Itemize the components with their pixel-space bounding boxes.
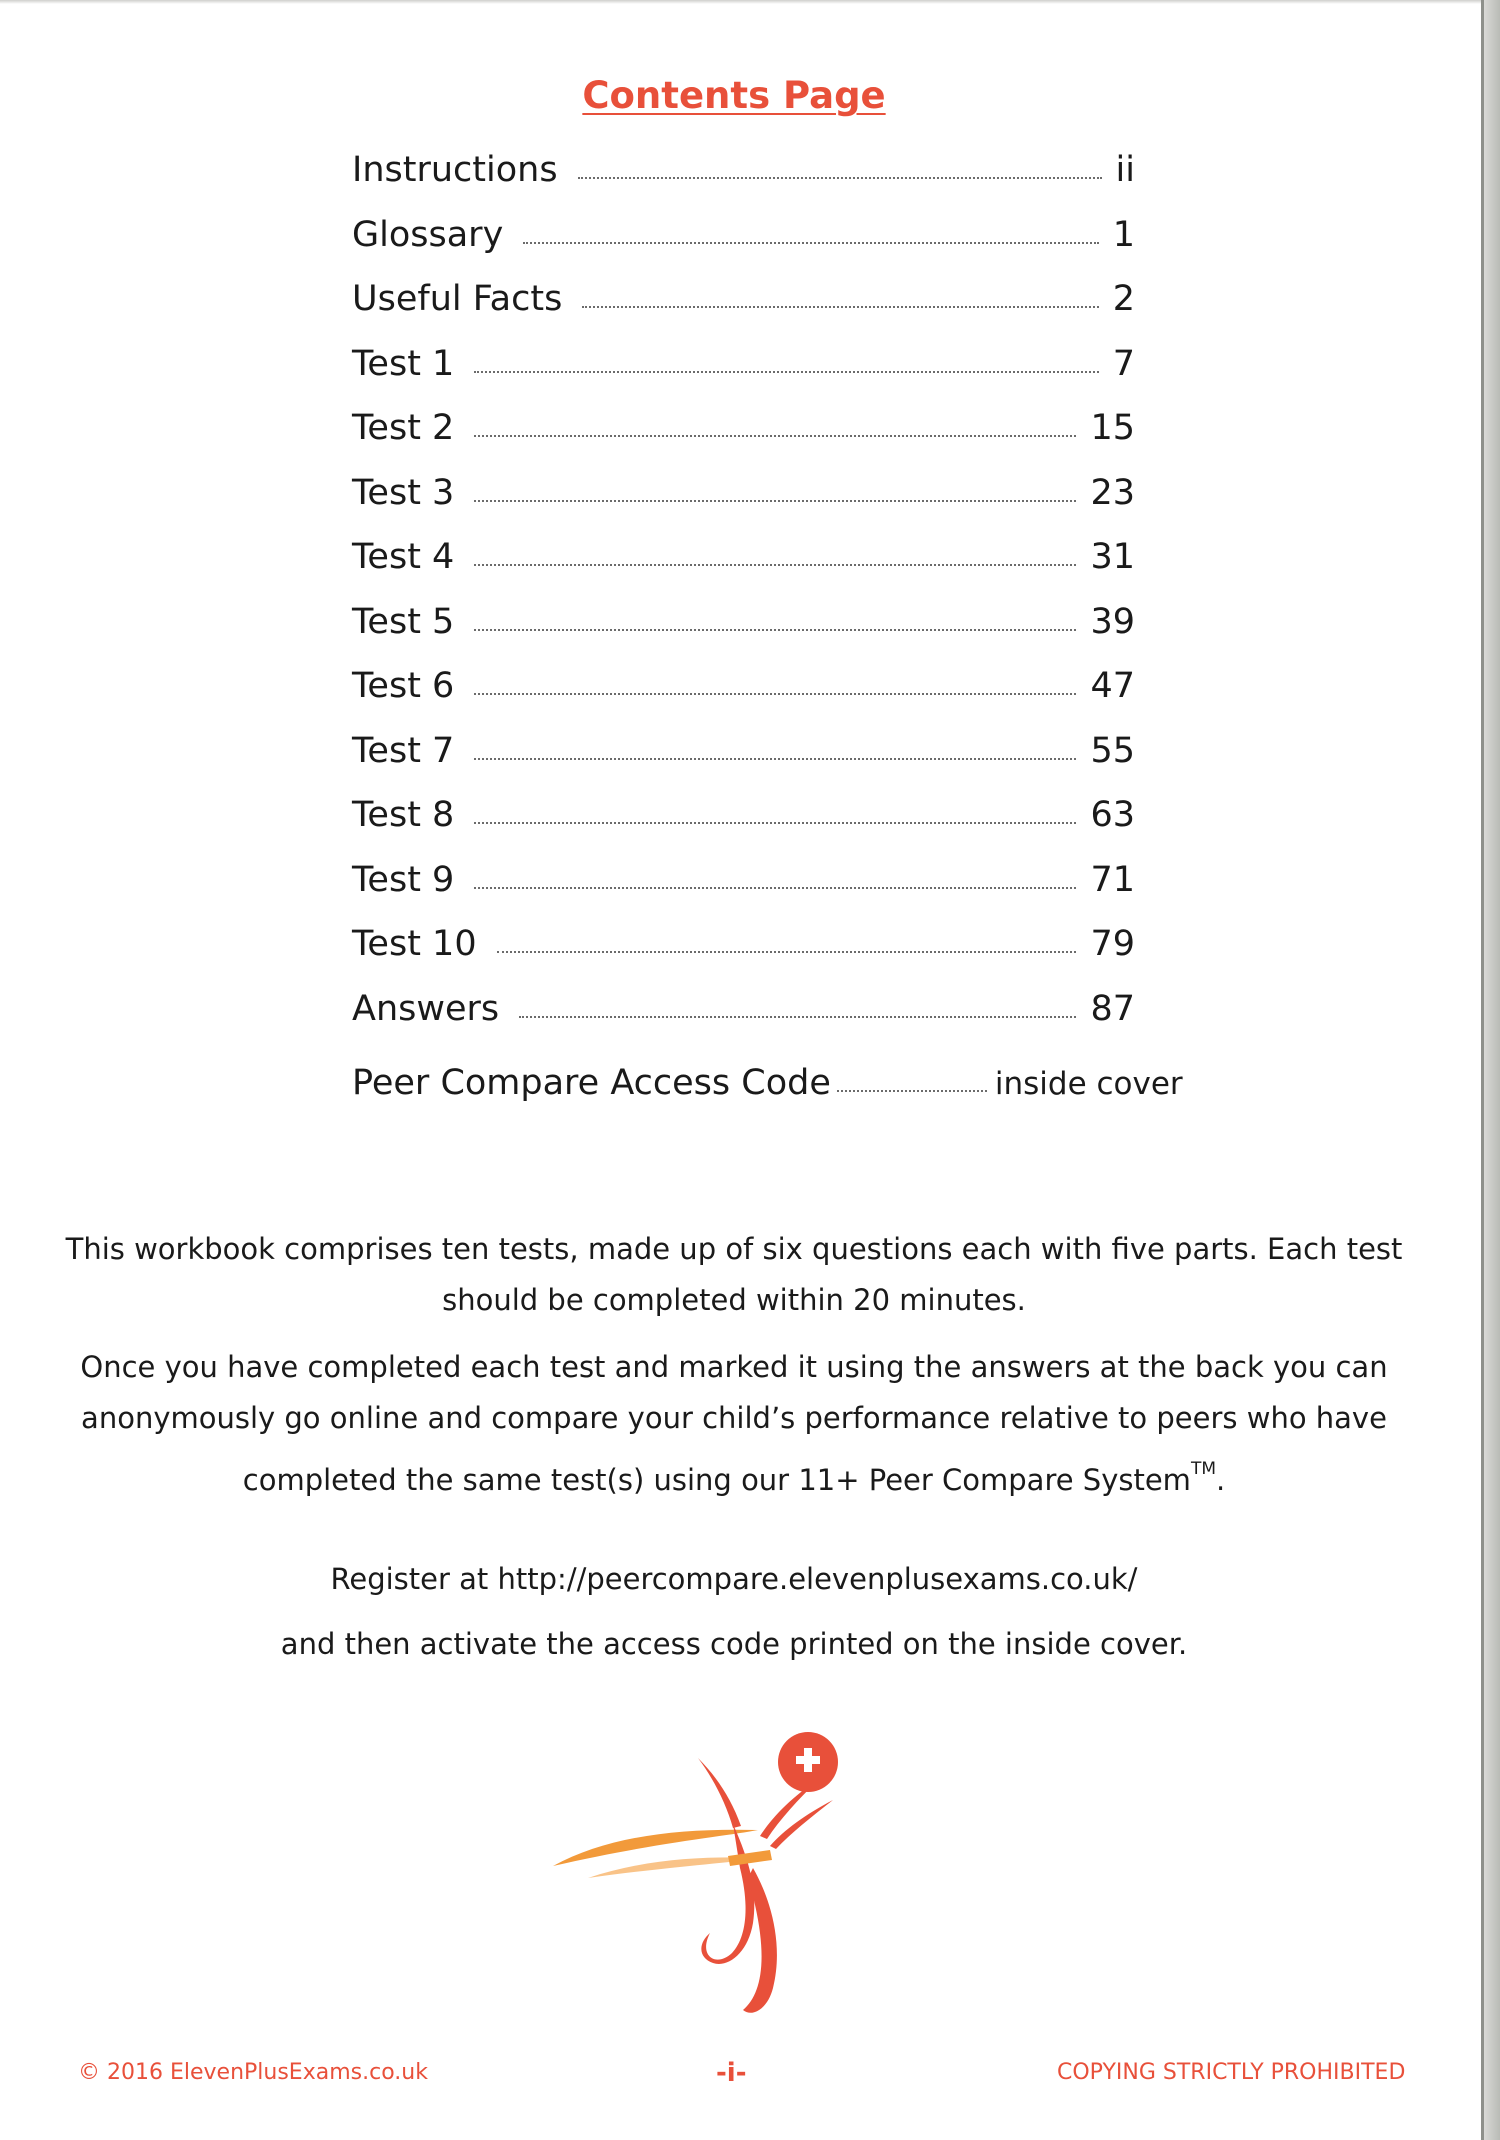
logo-orange-band (728, 1850, 772, 1866)
toc-leader-dots (474, 371, 1098, 373)
toc-label: Useful Facts (352, 279, 563, 319)
toc-row-test-2 (352, 408, 1135, 473)
toc-label: Test 1 (352, 343, 455, 384)
toc-label: Test 6 (352, 666, 455, 706)
toc-page-number: 2 (1112, 279, 1135, 319)
logo-red-arm-left (698, 1758, 741, 1828)
toc-page-number: 39 (1090, 601, 1135, 642)
toc-row-instructions (352, 150, 1135, 215)
toc-leader-dots (474, 435, 1076, 437)
table-of-contents (352, 150, 1183, 1128)
toc-page-number: 23 (1090, 472, 1135, 513)
toc-page-number: 55 (1090, 730, 1135, 771)
trademark-symbol: TM (1190, 1459, 1216, 1479)
logo-plus-horizontal (796, 1756, 820, 1764)
toc-page-number: 87 (1090, 988, 1135, 1029)
toc-label: Glossary (352, 214, 504, 255)
footer-copyright: © 2016 ElevenPlusExams.co.uk (78, 2060, 428, 2085)
toc-page-number: 31 (1090, 537, 1135, 577)
toc-leader-dots (578, 177, 1102, 179)
toc-page-number: 15 (1090, 408, 1135, 448)
toc-page-number: 47 (1090, 666, 1135, 706)
peer-compare-text: Once you have completed each test and marked it using the answers at the back you can anonymously go online and compare your child’s performance relative to peers who have completed the same test(s) using our 11+ Peer Compare System (80, 1350, 1388, 1497)
toc-row-useful-facts (352, 279, 1135, 344)
toc-leader-dots (474, 758, 1076, 760)
toc-leader-dots (474, 822, 1076, 824)
toc-page-number: 79 (1090, 924, 1135, 964)
toc-page-number: 7 (1112, 343, 1135, 384)
toc-leader-dots (519, 1016, 1076, 1018)
toc-label: Answers (352, 988, 500, 1029)
register-url[interactable]: http://peercompare.elevenplusexams.co.uk/ (497, 1562, 1138, 1596)
toc-row-test-3 (352, 473, 1135, 538)
toc-row-peer-compare-access-code (352, 1063, 1183, 1128)
toc-row-test-5 (352, 602, 1135, 667)
toc-page-number: ii (1115, 150, 1135, 190)
intro-paragraph: This workbook comprises ten tests, made up of six questions each with five parts. Each test should be completed within 20 minutes. (65, 1232, 1403, 1317)
toc-row-glossary (352, 215, 1135, 280)
toc-leader-dots (837, 1090, 987, 1092)
toc-label: Test 3 (352, 472, 455, 513)
peer-compare-paragraph (60, 1342, 1408, 1506)
page-title: Contents Page (582, 74, 886, 117)
toc-leader-dots (474, 500, 1076, 502)
toc-row-test-6 (352, 666, 1135, 731)
toc-label: Test 10 (352, 924, 477, 964)
footer-notice: COPYING STRICTLY PROHIBITED (1057, 2060, 1406, 2085)
page-top-edge (0, 0, 1500, 4)
toc-page-number: 63 (1090, 795, 1135, 835)
peer-compare-end: . (1216, 1463, 1226, 1497)
toc-row-test-7 (352, 731, 1135, 796)
toc-leader-dots (582, 306, 1098, 308)
toc-label: Test 8 (352, 795, 455, 835)
page-right-edge (1484, 0, 1500, 2140)
toc-row-test-9 (352, 860, 1135, 925)
toc-label: Test 5 (352, 601, 455, 642)
toc-row-test-8 (352, 795, 1135, 860)
toc-row-test-4 (352, 537, 1135, 602)
toc-label: Test 4 (352, 537, 455, 577)
toc-row-answers (352, 989, 1135, 1054)
logo-figure-icon (548, 1718, 888, 2028)
toc-page-number: 1 (1112, 214, 1135, 255)
toc-leader-dots (497, 951, 1077, 953)
toc-leader-dots (523, 242, 1098, 244)
toc-label: Test 7 (352, 730, 455, 771)
toc-label: Test 2 (352, 408, 455, 448)
register-line (0, 1562, 1468, 1596)
logo-red-arm-right-2 (770, 1800, 833, 1849)
toc-label: Instructions (352, 150, 558, 190)
toc-row-test-10 (352, 924, 1135, 989)
toc-page-number: 71 (1090, 859, 1135, 900)
toc-leader-dots (474, 564, 1076, 566)
toc-label: Peer Compare Access Code (352, 1063, 831, 1103)
toc-label: Test 9 (352, 859, 455, 900)
toc-page-number: inside cover (994, 1066, 1183, 1102)
toc-leader-dots (474, 629, 1076, 631)
toc-leader-dots (474, 693, 1076, 695)
toc-row-test-1 (352, 344, 1135, 409)
activate-instruction: and then activate the access code printed on the inside cover. (280, 1627, 1188, 1661)
footer-page-number: -i- (716, 2058, 747, 2088)
logo-red-body (701, 1824, 754, 1964)
register-label: Register at (330, 1562, 489, 1596)
toc-leader-dots (474, 887, 1076, 889)
